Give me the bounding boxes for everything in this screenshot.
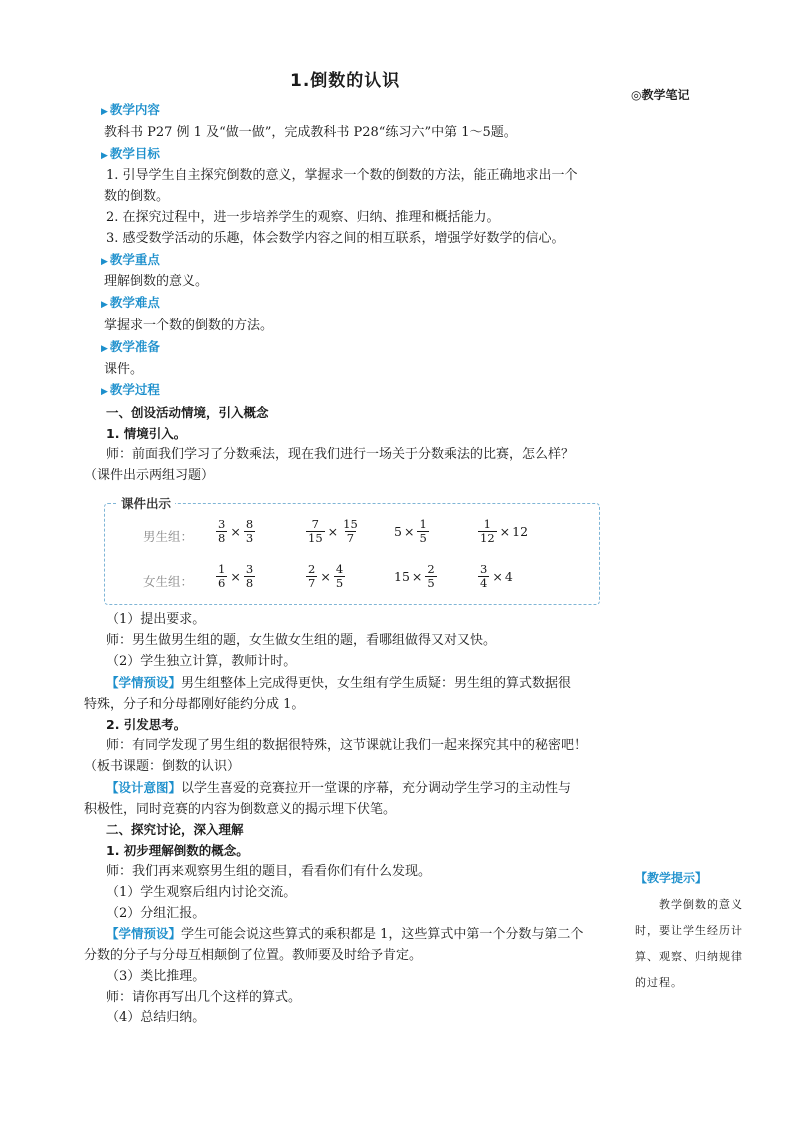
fraction bbox=[244, 563, 255, 590]
fraction bbox=[341, 518, 360, 545]
part2-s4: （4）总结归纳。 bbox=[106, 1010, 206, 1026]
times-sign: × bbox=[411, 569, 423, 585]
section-heading-content: ▶ 教学内容 bbox=[101, 102, 160, 117]
section-heading-difficulty: ▶ 教学难点 bbox=[101, 295, 160, 311]
times-sign: × bbox=[492, 569, 503, 585]
teaching-hint-title: 【教学提示】 bbox=[635, 871, 708, 885]
multiplication-expression bbox=[477, 563, 513, 590]
section-heading-process: ▶ 教学过程 bbox=[101, 382, 160, 398]
boys-group-label: 男生组： bbox=[143, 529, 194, 545]
denominator: 6 bbox=[218, 576, 226, 591]
part1-teacher1a: 师：前面我们学习了分数乘法，现在我们进行一场关于分数乘法的比赛，怎么样？ bbox=[106, 446, 575, 462]
part1-teacher1b: （课件出示两组习题） bbox=[84, 467, 215, 483]
part1-s2: （2）学生独立计算，教师计时。 bbox=[106, 653, 297, 669]
fraction bbox=[244, 518, 255, 545]
whole-number: 12 bbox=[512, 524, 529, 540]
goal-2: 2. 在探究过程中，进一步培养学生的观察、归纳、推理和概括能力。 bbox=[106, 209, 500, 225]
goal-3: 3. 感受数学活动的乐趣，体会数学内容之间的相互联系，增强学好数学的信心。 bbox=[106, 230, 565, 246]
multiplication-expression bbox=[305, 563, 346, 590]
whole-number: 4 bbox=[504, 569, 513, 585]
multiplication-expression bbox=[394, 563, 438, 590]
fraction bbox=[306, 518, 325, 545]
denominator: 7 bbox=[308, 576, 316, 591]
numerator: 3 bbox=[480, 562, 488, 577]
part2-s3: （3）类比推理。 bbox=[106, 968, 206, 984]
numerator: 1 bbox=[483, 517, 491, 532]
part2-pre2a: 【学情预设】学生可能会说这些算式的乘积都是 1，这些算式中第一个分数与第二个 bbox=[106, 926, 584, 943]
numerator: 15 bbox=[343, 517, 358, 532]
numerator: 1 bbox=[419, 517, 427, 532]
denominator: 15 bbox=[308, 531, 323, 546]
teaching-notes-label: ◎教学笔记 bbox=[631, 88, 690, 102]
girls-group-label: 女生组： bbox=[143, 574, 194, 590]
multiplication-expression bbox=[215, 563, 256, 590]
numerator: 3 bbox=[245, 562, 254, 577]
section-heading-goals: ▶ 教学目标 bbox=[101, 145, 160, 161]
hint-line: 的过程。 bbox=[635, 976, 683, 989]
multiplication-expression bbox=[305, 518, 361, 545]
part2-s1: （1）学生观察后组内讨论交流。 bbox=[106, 884, 297, 900]
part1-step2: 2. 引发思考。 bbox=[106, 717, 187, 733]
whole-number: 15 bbox=[394, 569, 410, 585]
multiplication-expression bbox=[215, 518, 256, 545]
fraction bbox=[425, 563, 436, 590]
numerator: 2 bbox=[308, 562, 316, 577]
part2-t2: 师：请你再写出几个这样的算式。 bbox=[106, 989, 302, 1005]
part2-pre2b: 分数的分子与分母互相颠倒了位置。教师要及时给予肯定。 bbox=[84, 948, 423, 964]
triangle-bullet-icon: ▶ bbox=[101, 300, 108, 311]
numerator: 2 bbox=[427, 562, 435, 577]
prep-text: 课件。 bbox=[104, 361, 144, 377]
times-sign: × bbox=[327, 524, 339, 540]
girls-row bbox=[105, 559, 599, 599]
part1-s1: （1）提出要求。 bbox=[106, 612, 206, 628]
denominator: 8 bbox=[245, 576, 254, 591]
key-text: 理解倒数的意义。 bbox=[104, 274, 209, 290]
denominator: 3 bbox=[245, 531, 254, 546]
numerator: 3 bbox=[218, 517, 226, 532]
denominator: 5 bbox=[419, 531, 427, 546]
fraction bbox=[334, 563, 345, 590]
lesson-body bbox=[84, 100, 614, 1029]
numerator: 4 bbox=[335, 562, 344, 577]
fraction bbox=[216, 563, 227, 590]
denominator: 5 bbox=[427, 576, 435, 591]
part2-s2: （2）分组汇报。 bbox=[106, 905, 206, 921]
times-sign: × bbox=[320, 569, 331, 585]
part1-design-a: 【设计意图】以学生喜爱的竞赛拉开一堂课的序幕，充分调动学生学习的主动性与 bbox=[106, 779, 572, 796]
page-title: 1.倒数的认识 bbox=[290, 71, 401, 91]
part1-t3a: 师：有同学发现了男生组的数据很特殊，这节课就让我们一起来探究其中的秘密吧！ bbox=[106, 738, 588, 754]
triangle-bullet-icon: ▶ bbox=[101, 150, 108, 161]
denominator: 4 bbox=[480, 576, 488, 591]
triangle-bullet-icon: ▶ bbox=[101, 256, 108, 267]
courseware-box bbox=[104, 496, 600, 605]
fraction bbox=[306, 563, 317, 590]
courseware-label: 课件出示 bbox=[117, 494, 175, 512]
part2-step1: 1. 初步理解倒数的概念。 bbox=[106, 843, 249, 859]
denominator: 8 bbox=[218, 531, 226, 546]
part1-heading: 一、创设活动情境，引入概念 bbox=[106, 405, 269, 421]
learning-prediction-tag: 【学情预设】 bbox=[106, 926, 182, 942]
goal-1b: 数的倒数。 bbox=[104, 189, 170, 205]
part1-t3b: （板书课题：倒数的认识） bbox=[84, 758, 241, 774]
whole-number: 5 bbox=[394, 524, 402, 540]
numerator: 1 bbox=[218, 562, 226, 577]
fraction bbox=[478, 563, 489, 590]
multiplication-expression bbox=[477, 518, 528, 545]
part1-pre1b: 特殊，分子和分母都刚好能约分成 1。 bbox=[84, 696, 305, 712]
denominator: 12 bbox=[480, 531, 495, 546]
hint-line: 算、观察、归纳规律 bbox=[635, 950, 743, 963]
times-sign: × bbox=[230, 524, 241, 540]
times-sign: × bbox=[499, 524, 511, 540]
part1-t2: 师：男生做男生组的题，女生做女生组的题，看哪组做得又对又快。 bbox=[106, 633, 497, 649]
numerator: 8 bbox=[245, 517, 254, 532]
fraction bbox=[216, 518, 227, 545]
boys-row bbox=[105, 514, 599, 554]
denominator: 7 bbox=[346, 531, 355, 546]
section-heading-key: ▶ 教学重点 bbox=[101, 251, 160, 267]
section-heading-prep: ▶ 教学准备 bbox=[101, 338, 160, 354]
learning-prediction-tag: 【学情预设】 bbox=[106, 674, 182, 690]
part2-heading: 二、探究讨论，深入理解 bbox=[106, 822, 244, 838]
difficulty-text: 掌握求一个数的倒数的方法。 bbox=[104, 317, 274, 333]
goal-1a: 1. 引导学生自主探究倒数的意义，掌握求一个数的倒数的方法，能正确地求出一个 bbox=[106, 168, 578, 184]
part1-design-b: 积极性，同时竞赛的内容为倒数意义的揭示埋下伏笔。 bbox=[84, 801, 397, 817]
part1-step1: 1. 情境引入。 bbox=[106, 425, 187, 441]
teaching-hint-body bbox=[635, 892, 753, 996]
fraction bbox=[417, 518, 428, 545]
numerator: 7 bbox=[311, 517, 319, 532]
part2-t1: 师：我们再来观察男生组的题目，看看你们有什么发现。 bbox=[106, 863, 432, 879]
hint-line: 时，要让学生经历计 bbox=[635, 924, 743, 937]
design-intent-tag: 【设计意图】 bbox=[106, 779, 182, 795]
multiplication-expression bbox=[394, 518, 430, 545]
times-sign: × bbox=[403, 524, 415, 540]
denominator: 5 bbox=[335, 576, 344, 591]
fraction bbox=[478, 518, 497, 545]
content-text: 教科书 P27 例 1 及“做一做”，完成教科书 P28“练习六”中第 1～5题。 bbox=[104, 124, 517, 140]
part1-pre1a: 【学情预设】男生组整体上完成得更快，女生组有学生质疑：男生组的算式数据很 bbox=[106, 674, 572, 691]
times-sign: × bbox=[230, 569, 241, 585]
triangle-bullet-icon: ▶ bbox=[101, 343, 108, 354]
hint-line: 教学倒数的意义 bbox=[659, 898, 743, 911]
triangle-bullet-icon: ▶ bbox=[101, 107, 108, 117]
triangle-bullet-icon: ▶ bbox=[101, 387, 108, 398]
